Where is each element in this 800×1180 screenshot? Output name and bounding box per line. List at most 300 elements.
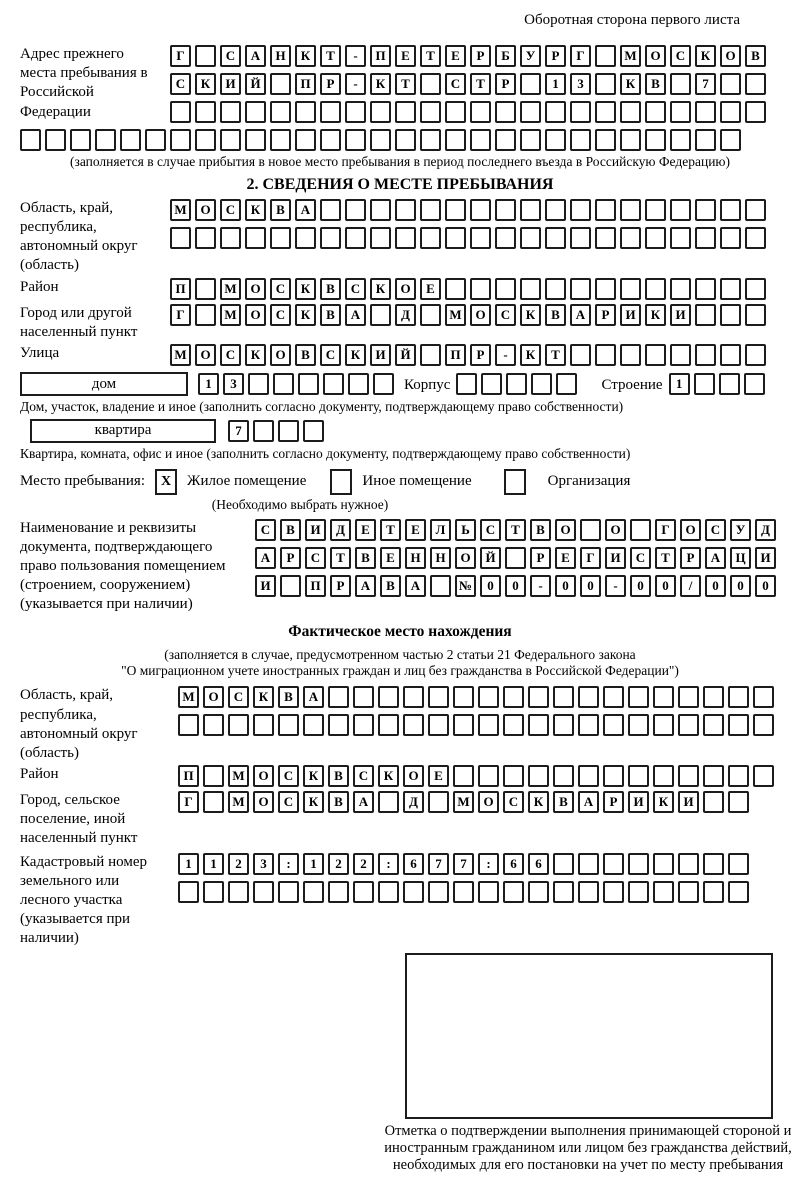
form-cell[interactable]: Т <box>655 547 676 569</box>
form-cell[interactable] <box>195 227 216 249</box>
form-cell[interactable] <box>595 199 616 221</box>
form-cell[interactable]: И <box>628 791 649 813</box>
form-cell[interactable]: О <box>720 45 741 67</box>
form-cell[interactable] <box>478 765 499 787</box>
form-cell[interactable] <box>353 714 374 736</box>
form-cell[interactable]: В <box>320 304 341 326</box>
form-cell[interactable] <box>245 227 266 249</box>
form-cell[interactable] <box>695 101 716 123</box>
form-cell[interactable] <box>695 227 716 249</box>
form-cell[interactable]: Р <box>603 791 624 813</box>
form-cell[interactable] <box>545 227 566 249</box>
form-cell[interactable] <box>545 278 566 300</box>
form-cell[interactable] <box>403 714 424 736</box>
form-cell[interactable] <box>203 765 224 787</box>
form-cell[interactable]: В <box>278 686 299 708</box>
form-cell[interactable]: И <box>678 791 699 813</box>
form-cell[interactable] <box>570 278 591 300</box>
form-cell[interactable]: О <box>245 304 266 326</box>
form-cell[interactable] <box>303 714 324 736</box>
form-cell[interactable] <box>253 420 274 442</box>
form-cell[interactable] <box>570 101 591 123</box>
form-cell[interactable] <box>170 129 191 151</box>
form-cell[interactable] <box>720 227 741 249</box>
form-cell[interactable]: О <box>605 519 626 541</box>
form-cell[interactable] <box>745 227 766 249</box>
form-cell[interactable] <box>378 714 399 736</box>
form-cell[interactable] <box>320 129 341 151</box>
form-cell[interactable]: 0 <box>705 575 726 597</box>
form-cell[interactable]: К <box>520 344 541 366</box>
form-cell[interactable]: 2 <box>228 853 249 875</box>
form-cell[interactable]: М <box>445 304 466 326</box>
form-cell[interactable] <box>678 853 699 875</box>
form-cell[interactable] <box>670 227 691 249</box>
form-cell[interactable]: Т <box>420 45 441 67</box>
form-cell[interactable] <box>570 227 591 249</box>
form-cell[interactable]: 0 <box>730 575 751 597</box>
form-cell[interactable] <box>745 344 766 366</box>
form-cell[interactable] <box>545 199 566 221</box>
form-cell[interactable] <box>445 199 466 221</box>
form-cell[interactable] <box>428 686 449 708</box>
form-cell[interactable] <box>203 714 224 736</box>
form-cell[interactable]: В <box>320 278 341 300</box>
form-cell[interactable] <box>745 304 766 326</box>
form-cell[interactable]: О <box>645 45 666 67</box>
form-cell[interactable] <box>645 199 666 221</box>
form-cell[interactable]: М <box>620 45 641 67</box>
form-cell[interactable]: А <box>295 199 316 221</box>
form-cell[interactable] <box>370 129 391 151</box>
form-cell[interactable]: М <box>228 791 249 813</box>
form-cell[interactable]: Ц <box>730 547 751 569</box>
form-cell[interactable] <box>630 519 651 541</box>
form-cell[interactable]: С <box>353 765 374 787</box>
form-cell[interactable] <box>653 686 674 708</box>
apartment-box[interactable]: квартира <box>30 419 216 443</box>
form-cell[interactable]: В <box>295 344 316 366</box>
form-cell[interactable]: К <box>653 791 674 813</box>
form-cell[interactable]: Е <box>395 45 416 67</box>
form-cell[interactable] <box>245 101 266 123</box>
form-cell[interactable] <box>295 227 316 249</box>
form-cell[interactable]: 1 <box>198 373 219 395</box>
form-cell[interactable]: Й <box>245 73 266 95</box>
form-cell[interactable] <box>603 714 624 736</box>
form-cell[interactable]: 0 <box>555 575 576 597</box>
form-cell[interactable] <box>603 686 624 708</box>
form-cell[interactable]: К <box>245 199 266 221</box>
form-cell[interactable]: Е <box>380 547 401 569</box>
form-cell[interactable] <box>445 278 466 300</box>
form-cell[interactable] <box>220 227 241 249</box>
form-cell[interactable] <box>506 373 527 395</box>
form-cell[interactable]: П <box>445 344 466 366</box>
form-cell[interactable]: М <box>220 278 241 300</box>
form-cell[interactable]: И <box>255 575 276 597</box>
form-cell[interactable]: П <box>178 765 199 787</box>
form-cell[interactable] <box>403 686 424 708</box>
form-cell[interactable] <box>720 199 741 221</box>
form-cell[interactable] <box>753 714 774 736</box>
form-cell[interactable] <box>728 791 749 813</box>
form-cell[interactable] <box>703 686 724 708</box>
form-cell[interactable]: М <box>178 686 199 708</box>
form-cell[interactable]: 7 <box>695 73 716 95</box>
form-cell[interactable] <box>395 227 416 249</box>
form-cell[interactable] <box>270 101 291 123</box>
form-cell[interactable] <box>370 199 391 221</box>
form-cell[interactable]: А <box>353 791 374 813</box>
form-cell[interactable]: С <box>503 791 524 813</box>
form-cell[interactable]: С <box>495 304 516 326</box>
form-cell[interactable]: 6 <box>403 853 424 875</box>
form-cell[interactable] <box>745 278 766 300</box>
form-cell[interactable] <box>653 714 674 736</box>
form-cell[interactable]: 7 <box>453 853 474 875</box>
form-cell[interactable] <box>520 278 541 300</box>
form-cell[interactable]: О <box>195 344 216 366</box>
form-cell[interactable] <box>720 344 741 366</box>
form-cell[interactable]: Е <box>555 547 576 569</box>
form-cell[interactable] <box>578 853 599 875</box>
form-cell[interactable] <box>595 278 616 300</box>
form-cell[interactable]: О <box>195 199 216 221</box>
form-cell[interactable] <box>653 881 674 903</box>
form-cell[interactable] <box>553 714 574 736</box>
form-cell[interactable] <box>503 881 524 903</box>
form-cell[interactable]: - <box>345 45 366 67</box>
form-cell[interactable] <box>570 199 591 221</box>
form-cell[interactable] <box>603 765 624 787</box>
form-cell[interactable]: А <box>570 304 591 326</box>
form-cell[interactable]: Й <box>395 344 416 366</box>
form-cell[interactable] <box>353 686 374 708</box>
form-cell[interactable] <box>678 714 699 736</box>
house-box[interactable]: дом <box>20 372 188 396</box>
form-cell[interactable] <box>120 129 141 151</box>
form-cell[interactable] <box>470 278 491 300</box>
form-cell[interactable] <box>628 765 649 787</box>
form-cell[interactable] <box>703 714 724 736</box>
form-cell[interactable]: 0 <box>480 575 501 597</box>
form-cell[interactable] <box>553 853 574 875</box>
form-cell[interactable] <box>420 129 441 151</box>
form-cell[interactable]: Н <box>405 547 426 569</box>
form-cell[interactable] <box>670 278 691 300</box>
form-cell[interactable]: 7 <box>428 853 449 875</box>
form-cell[interactable] <box>703 853 724 875</box>
form-cell[interactable]: Г <box>580 547 601 569</box>
form-cell[interactable]: О <box>253 791 274 813</box>
form-cell[interactable]: К <box>295 45 316 67</box>
form-cell[interactable] <box>453 765 474 787</box>
form-cell[interactable] <box>603 881 624 903</box>
form-cell[interactable]: Т <box>505 519 526 541</box>
form-cell[interactable]: А <box>303 686 324 708</box>
form-cell[interactable] <box>245 129 266 151</box>
form-cell[interactable] <box>645 278 666 300</box>
form-cell[interactable] <box>453 686 474 708</box>
form-cell[interactable] <box>620 199 641 221</box>
form-cell[interactable] <box>703 765 724 787</box>
form-cell[interactable]: Р <box>330 575 351 597</box>
form-cell[interactable]: В <box>645 73 666 95</box>
form-cell[interactable]: К <box>345 344 366 366</box>
form-cell[interactable] <box>470 129 491 151</box>
form-cell[interactable]: Д <box>755 519 776 541</box>
form-cell[interactable]: К <box>253 686 274 708</box>
form-cell[interactable]: Г <box>170 304 191 326</box>
form-cell[interactable]: В <box>530 519 551 541</box>
form-cell[interactable]: В <box>745 45 766 67</box>
form-cell[interactable] <box>453 714 474 736</box>
form-cell[interactable] <box>345 199 366 221</box>
form-cell[interactable]: Б <box>495 45 516 67</box>
form-cell[interactable] <box>695 304 716 326</box>
form-cell[interactable]: 3 <box>253 853 274 875</box>
form-cell[interactable]: С <box>445 73 466 95</box>
form-cell[interactable] <box>531 373 552 395</box>
form-cell[interactable] <box>520 227 541 249</box>
form-cell[interactable]: О <box>203 686 224 708</box>
form-cell[interactable]: К <box>295 278 316 300</box>
form-cell[interactable]: И <box>605 547 626 569</box>
form-cell[interactable]: О <box>680 519 701 541</box>
form-cell[interactable] <box>445 129 466 151</box>
form-cell[interactable]: Р <box>495 73 516 95</box>
form-cell[interactable] <box>719 373 740 395</box>
form-cell[interactable] <box>580 519 601 541</box>
form-cell[interactable]: Р <box>280 547 301 569</box>
form-cell[interactable] <box>520 101 541 123</box>
form-cell[interactable]: : <box>478 853 499 875</box>
form-cell[interactable]: 0 <box>630 575 651 597</box>
form-cell[interactable] <box>556 373 577 395</box>
form-cell[interactable]: П <box>370 45 391 67</box>
form-cell[interactable] <box>295 129 316 151</box>
form-cell[interactable] <box>203 881 224 903</box>
form-cell[interactable] <box>328 881 349 903</box>
form-cell[interactable] <box>195 101 216 123</box>
form-cell[interactable]: : <box>378 853 399 875</box>
form-cell[interactable] <box>645 129 666 151</box>
form-cell[interactable]: А <box>405 575 426 597</box>
form-cell[interactable] <box>620 227 641 249</box>
form-cell[interactable]: К <box>645 304 666 326</box>
form-cell[interactable] <box>428 714 449 736</box>
form-cell[interactable] <box>170 101 191 123</box>
form-cell[interactable] <box>220 129 241 151</box>
form-cell[interactable]: Р <box>470 45 491 67</box>
form-cell[interactable] <box>520 73 541 95</box>
form-cell[interactable]: 2 <box>353 853 374 875</box>
form-cell[interactable] <box>595 227 616 249</box>
form-cell[interactable]: Д <box>330 519 351 541</box>
form-cell[interactable] <box>278 420 299 442</box>
form-cell[interactable]: С <box>255 519 276 541</box>
form-cell[interactable] <box>220 101 241 123</box>
form-cell[interactable] <box>603 853 624 875</box>
form-cell[interactable] <box>628 686 649 708</box>
form-cell[interactable]: О <box>253 765 274 787</box>
form-cell[interactable] <box>453 881 474 903</box>
form-cell[interactable]: С <box>305 547 326 569</box>
form-cell[interactable] <box>495 199 516 221</box>
form-cell[interactable] <box>670 344 691 366</box>
form-cell[interactable]: Н <box>430 547 451 569</box>
form-cell[interactable] <box>670 101 691 123</box>
form-cell[interactable] <box>720 73 741 95</box>
form-cell[interactable] <box>178 714 199 736</box>
form-cell[interactable] <box>645 101 666 123</box>
form-cell[interactable] <box>570 129 591 151</box>
form-cell[interactable]: И <box>670 304 691 326</box>
form-cell[interactable]: С <box>278 791 299 813</box>
form-cell[interactable]: М <box>220 304 241 326</box>
form-cell[interactable]: 1 <box>203 853 224 875</box>
form-cell[interactable]: С <box>670 45 691 67</box>
form-cell[interactable]: К <box>303 791 324 813</box>
form-cell[interactable]: В <box>355 547 376 569</box>
form-cell[interactable] <box>280 575 301 597</box>
form-cell[interactable]: Д <box>403 791 424 813</box>
form-cell[interactable]: 0 <box>755 575 776 597</box>
form-cell[interactable]: О <box>455 547 476 569</box>
form-cell[interactable]: № <box>455 575 476 597</box>
form-cell[interactable] <box>303 881 324 903</box>
form-cell[interactable]: М <box>170 344 191 366</box>
form-cell[interactable] <box>720 278 741 300</box>
form-cell[interactable] <box>203 791 224 813</box>
form-cell[interactable] <box>495 101 516 123</box>
form-cell[interactable] <box>528 881 549 903</box>
form-cell[interactable] <box>645 227 666 249</box>
form-cell[interactable]: В <box>280 519 301 541</box>
form-cell[interactable] <box>653 765 674 787</box>
form-cell[interactable] <box>628 881 649 903</box>
form-cell[interactable]: К <box>370 73 391 95</box>
form-cell[interactable]: М <box>453 791 474 813</box>
form-cell[interactable] <box>320 199 341 221</box>
form-cell[interactable]: О <box>555 519 576 541</box>
form-cell[interactable] <box>428 881 449 903</box>
form-cell[interactable]: С <box>270 304 291 326</box>
form-cell[interactable]: К <box>370 278 391 300</box>
form-cell[interactable]: Р <box>595 304 616 326</box>
form-cell[interactable] <box>620 129 641 151</box>
form-cell[interactable] <box>503 765 524 787</box>
form-cell[interactable]: О <box>403 765 424 787</box>
form-cell[interactable] <box>320 101 341 123</box>
form-cell[interactable]: В <box>328 765 349 787</box>
form-cell[interactable] <box>395 199 416 221</box>
form-cell[interactable]: 6 <box>528 853 549 875</box>
form-cell[interactable] <box>653 853 674 875</box>
form-cell[interactable] <box>420 101 441 123</box>
form-cell[interactable]: С <box>220 199 241 221</box>
form-cell[interactable]: В <box>553 791 574 813</box>
form-cell[interactable]: М <box>228 765 249 787</box>
form-cell[interactable] <box>228 714 249 736</box>
form-cell[interactable] <box>195 304 216 326</box>
form-cell[interactable] <box>323 373 344 395</box>
form-cell[interactable]: - <box>345 73 366 95</box>
form-cell[interactable] <box>595 73 616 95</box>
form-cell[interactable] <box>720 129 741 151</box>
form-cell[interactable] <box>395 129 416 151</box>
form-cell[interactable]: 0 <box>655 575 676 597</box>
form-cell[interactable] <box>353 881 374 903</box>
form-cell[interactable] <box>728 686 749 708</box>
form-cell[interactable]: И <box>220 73 241 95</box>
form-cell[interactable] <box>295 101 316 123</box>
form-cell[interactable]: Р <box>680 547 701 569</box>
form-cell[interactable]: А <box>345 304 366 326</box>
form-cell[interactable]: С <box>320 344 341 366</box>
form-cell[interactable]: К <box>520 304 541 326</box>
form-cell[interactable]: Р <box>470 344 491 366</box>
form-cell[interactable] <box>328 686 349 708</box>
form-cell[interactable] <box>553 765 574 787</box>
form-cell[interactable]: А <box>578 791 599 813</box>
form-cell[interactable]: 1 <box>303 853 324 875</box>
form-cell[interactable]: Л <box>430 519 451 541</box>
form-cell[interactable]: 6 <box>503 853 524 875</box>
form-cell[interactable]: А <box>705 547 726 569</box>
form-cell[interactable] <box>578 686 599 708</box>
form-cell[interactable]: И <box>370 344 391 366</box>
form-cell[interactable] <box>495 278 516 300</box>
form-cell[interactable] <box>728 765 749 787</box>
form-cell[interactable]: Д <box>395 304 416 326</box>
form-cell[interactable] <box>728 881 749 903</box>
form-cell[interactable]: Т <box>470 73 491 95</box>
form-cell[interactable] <box>678 686 699 708</box>
form-cell[interactable] <box>528 714 549 736</box>
form-cell[interactable] <box>420 344 441 366</box>
form-cell[interactable] <box>420 304 441 326</box>
form-cell[interactable]: К <box>295 304 316 326</box>
form-cell[interactable] <box>456 373 477 395</box>
form-cell[interactable] <box>753 686 774 708</box>
form-cell[interactable] <box>645 344 666 366</box>
form-cell[interactable]: А <box>255 547 276 569</box>
form-cell[interactable] <box>628 853 649 875</box>
form-cell[interactable] <box>370 101 391 123</box>
form-cell[interactable] <box>395 101 416 123</box>
form-cell[interactable] <box>303 420 324 442</box>
form-cell[interactable]: К <box>695 45 716 67</box>
form-cell[interactable]: В <box>270 199 291 221</box>
form-cell[interactable]: - <box>495 344 516 366</box>
form-cell[interactable] <box>570 344 591 366</box>
form-cell[interactable]: К <box>195 73 216 95</box>
form-cell[interactable]: С <box>480 519 501 541</box>
form-cell[interactable] <box>170 227 191 249</box>
form-cell[interactable]: С <box>228 686 249 708</box>
form-cell[interactable] <box>370 227 391 249</box>
form-cell[interactable]: О <box>245 278 266 300</box>
form-cell[interactable] <box>470 101 491 123</box>
form-cell[interactable] <box>728 853 749 875</box>
form-cell[interactable]: Т <box>380 519 401 541</box>
form-cell[interactable] <box>578 881 599 903</box>
form-cell[interactable] <box>348 373 369 395</box>
form-cell[interactable] <box>520 199 541 221</box>
form-cell[interactable] <box>720 101 741 123</box>
